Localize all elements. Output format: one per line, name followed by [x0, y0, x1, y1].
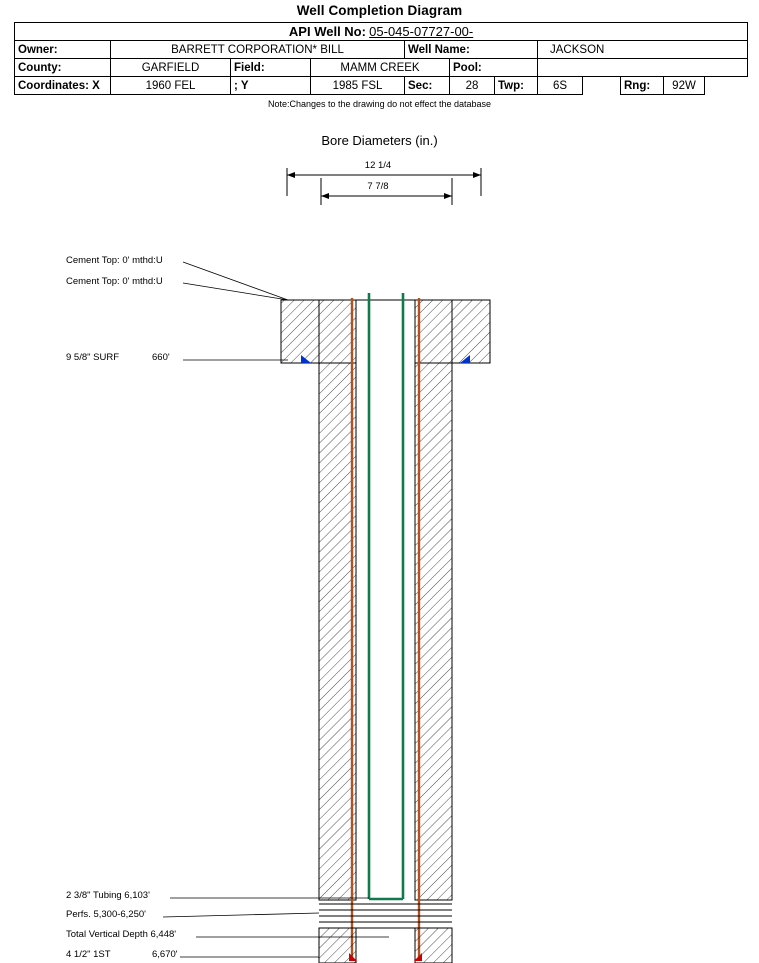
- annotation-surface-casing: 9 5/8" SURF: [66, 352, 120, 363]
- inner-bore-diameter-label: 7 7/8: [367, 181, 389, 192]
- well-name-value: JACKSON: [538, 41, 748, 59]
- header-row-coordinates: [15, 77, 748, 95]
- well-header-table: [14, 22, 748, 95]
- header-row-api: [15, 23, 748, 41]
- drawing-note: Note:Changes to the drawing do not effect the database: [268, 99, 491, 109]
- sec-value: 28: [450, 77, 495, 95]
- bottom-hole-section: [319, 904, 452, 963]
- surface-casing-outline: [281, 300, 490, 363]
- annotation-perfs: Perfs. 5,300-6,250': [66, 909, 146, 920]
- api-value: 05-045-07727-00-: [369, 24, 474, 39]
- coordinates-label: Coordinates: X: [15, 77, 111, 95]
- surface-casing-shoe-icon: [301, 355, 470, 363]
- pool-value: [538, 59, 748, 77]
- outer-bore-diameter-label: 12 1/4: [364, 160, 392, 171]
- well-name-label: Well Name:: [405, 41, 538, 59]
- tubing-string: [369, 293, 403, 899]
- surface-casing-cement: [281, 300, 490, 363]
- annotation-tubing: 2 3/8" Tubing 6,103': [66, 890, 150, 901]
- bore-diameters-title: Bore Diameters (in.): [321, 133, 438, 148]
- header-row-owner: [15, 41, 748, 59]
- api-label: API Well No:: [288, 24, 366, 39]
- twp-label: Twp:: [495, 77, 538, 95]
- sec-label: Sec:: [405, 77, 450, 95]
- county-label: County:: [15, 59, 111, 77]
- annotation-cement-top-2: Cement Top: 0' mthd:U: [66, 276, 163, 287]
- annotation-production-casing: 4 1/2" 1ST: [66, 949, 111, 960]
- annotation-cement-top-1: Cement Top: 0' mthd:U: [66, 255, 163, 266]
- page-title: Well Completion Diagram: [296, 3, 463, 18]
- field-label: Field:: [231, 59, 311, 77]
- annotation-production-casing-depth: 6,670': [152, 949, 178, 960]
- owner-label: Owner:: [15, 41, 111, 59]
- field-value: MAMM CREEK: [311, 59, 450, 77]
- leader-lines-bottom: [163, 898, 389, 957]
- header-row-county: [15, 59, 748, 77]
- production-casing-string: [352, 298, 419, 958]
- pool-label: Pool:: [450, 59, 538, 77]
- twp-value: 6S: [538, 77, 583, 95]
- county-value: GARFIELD: [111, 59, 231, 77]
- rng-label: Rng:: [621, 77, 664, 95]
- coord-y-label: ; Y: [231, 77, 311, 95]
- rng-value: 92W: [664, 77, 705, 95]
- coord-y-value: 1985 FSL: [311, 77, 405, 95]
- annotation-total-vertical-depth: Total Vertical Depth 6,448': [66, 929, 177, 940]
- coord-x-value: 1960 FEL: [111, 77, 231, 95]
- production-hole-cement: [319, 300, 452, 900]
- owner-value: BARRETT CORPORATION* BILL: [111, 41, 405, 59]
- leader-lines-top: [183, 262, 288, 360]
- annotation-surface-casing-depth: 660': [152, 352, 170, 363]
- api-cell: [15, 23, 748, 41]
